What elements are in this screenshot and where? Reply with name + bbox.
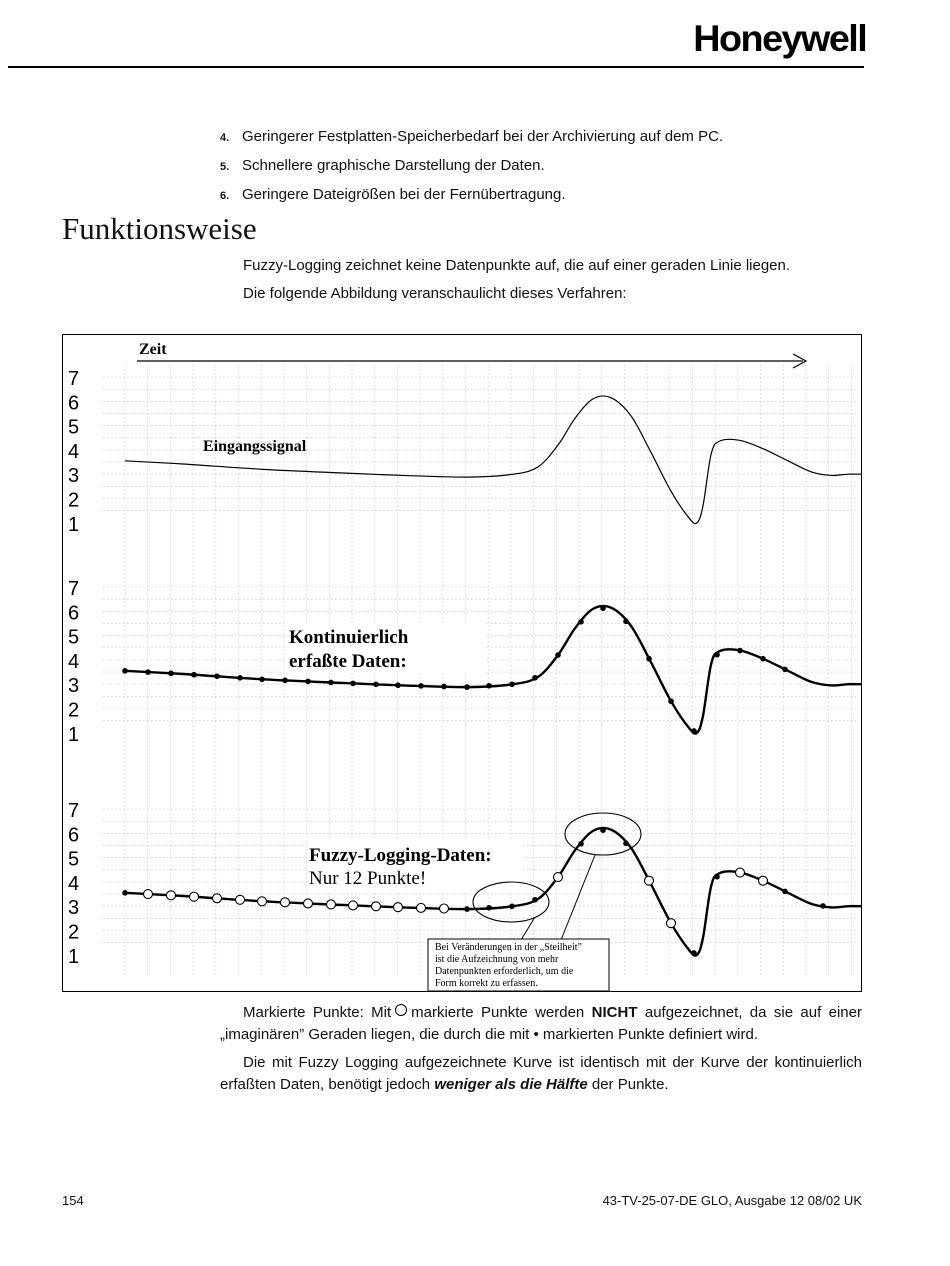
skipped-point bbox=[759, 876, 768, 885]
input-signal-curve bbox=[125, 396, 861, 524]
callout-ellipse-right bbox=[565, 813, 641, 855]
emphasis-text: weniger als die Hälfte bbox=[434, 1076, 588, 1093]
data-point bbox=[760, 656, 766, 662]
y-tick-label: 1 bbox=[68, 513, 80, 536]
data-point bbox=[646, 656, 652, 662]
skipped-point bbox=[417, 903, 426, 912]
y-tick-label: 4 bbox=[68, 650, 80, 673]
list-number: 6. bbox=[220, 190, 230, 202]
data-point bbox=[282, 678, 288, 684]
explanation-paragraph-2 bbox=[220, 1052, 862, 1096]
y-tick-label: 1 bbox=[68, 945, 80, 968]
data-point bbox=[328, 680, 334, 686]
continuous-data-curve bbox=[125, 606, 861, 734]
fuzzy-label-line-2: Nur 12 Punkte! bbox=[309, 868, 427, 889]
y-tick-label: 7 bbox=[68, 368, 80, 390]
y-tick-label: 4 bbox=[68, 872, 80, 895]
y-tick-label: 5 bbox=[68, 848, 80, 871]
skipped-point bbox=[258, 897, 267, 906]
skipped-point bbox=[190, 892, 199, 901]
document-reference: 43-TV-25-07-DE GLO, Ausgabe 12 08/02 UK bbox=[602, 1193, 862, 1208]
skipped-point bbox=[327, 900, 336, 909]
recorded-point bbox=[532, 897, 538, 903]
data-point bbox=[578, 619, 584, 625]
explanation bbox=[220, 1002, 862, 1096]
data-point bbox=[259, 676, 265, 682]
skipped-point bbox=[554, 873, 563, 882]
data-point bbox=[237, 675, 243, 681]
skipped-point bbox=[736, 868, 745, 877]
data-point bbox=[691, 728, 697, 734]
continuous-label-line-1: Kontinuierlich bbox=[289, 627, 409, 648]
intro-paragraph-1: Fuzzy-Logging zeichnet keine Datenpunkte auf, die auf einer geraden Linie liegen. bbox=[243, 257, 791, 274]
header-rule bbox=[8, 66, 864, 68]
recorded-point bbox=[714, 874, 720, 880]
callout-line-2: ist die Aufzeichnung von mehr bbox=[435, 954, 559, 965]
recorded-point bbox=[691, 950, 697, 956]
callout-line-1: Bei Veränderungen in der „Steilheit” bbox=[435, 942, 582, 953]
skipped-point bbox=[440, 904, 449, 913]
callout-pointer-right bbox=[561, 855, 595, 940]
section-title: Funktionsweise bbox=[62, 211, 257, 246]
skipped-point bbox=[167, 891, 176, 900]
y-tick-label: 2 bbox=[68, 699, 80, 722]
callout-line-4: Form korrekt zu erfassen. bbox=[435, 978, 538, 989]
y-tick-label: 6 bbox=[68, 392, 80, 415]
y-tick-label: 3 bbox=[68, 465, 80, 488]
list-item bbox=[220, 128, 723, 157]
y-tick-label: 1 bbox=[68, 723, 80, 746]
text-run: der Punkte. bbox=[591, 1076, 669, 1093]
y-tick-label: 7 bbox=[68, 800, 80, 822]
skipped-point bbox=[349, 901, 358, 910]
recorded-point bbox=[509, 903, 515, 909]
advantages-list bbox=[220, 128, 723, 215]
data-point bbox=[486, 683, 492, 689]
text-run: markierte Punkte werden bbox=[411, 1004, 585, 1021]
figure-canvas bbox=[63, 335, 861, 991]
y-tick-label: 5 bbox=[68, 626, 80, 649]
emphasis-text: NICHT bbox=[591, 1004, 638, 1021]
callout-line-3: Datenpunkten erforderlich, um die bbox=[435, 966, 574, 977]
data-point bbox=[373, 682, 379, 688]
skipped-point bbox=[394, 903, 403, 912]
intro-paragraph-2: Die folgende Abbildung veranschaulicht dieses Verfahren: bbox=[243, 285, 627, 302]
open-circle-icon bbox=[395, 1004, 407, 1016]
recorded-point bbox=[122, 890, 128, 896]
y-tick-label: 3 bbox=[68, 897, 80, 920]
list-number: 5. bbox=[220, 161, 230, 173]
data-point bbox=[395, 682, 401, 688]
data-point bbox=[509, 681, 515, 687]
y-tick-label: 5 bbox=[68, 416, 80, 439]
y-axes bbox=[68, 368, 79, 968]
skipped-point bbox=[645, 876, 654, 885]
skipped-point bbox=[281, 898, 290, 907]
fuzzy-logging-figure bbox=[62, 334, 862, 992]
data-point bbox=[191, 672, 197, 678]
text-run: aufgezeichnet, da sie auf einer „imaginären” Geraden liegen, die durch die mit • markierten Punkte definiert wird. bbox=[220, 1004, 862, 1043]
time-label: Zeit bbox=[139, 341, 167, 358]
data-point bbox=[122, 668, 128, 674]
y-tick-label: 4 bbox=[68, 440, 80, 463]
recorded-point bbox=[486, 905, 492, 911]
data-point bbox=[782, 667, 788, 673]
text-run: Die mit Fuzzy Logging aufgezeichnete Kurve ist identisch mit der Kurve der kontinuierlich erfaßten Daten, benötigt jedoch bbox=[220, 1054, 862, 1093]
list-item bbox=[220, 157, 723, 186]
y-tick-label: 7 bbox=[68, 578, 80, 600]
skipped-point bbox=[667, 919, 676, 928]
skipped-point bbox=[372, 902, 381, 911]
list-text: Geringerer Festplatten-Speicherbedarf bei der Archivierung auf dem PC. bbox=[242, 128, 724, 145]
recorded-point bbox=[623, 841, 629, 847]
y-tick-label: 2 bbox=[68, 921, 80, 944]
y-tick-label: 3 bbox=[68, 675, 80, 698]
data-point bbox=[714, 652, 720, 658]
data-point bbox=[737, 648, 743, 654]
recorded-point bbox=[578, 841, 584, 847]
data-point bbox=[532, 675, 538, 681]
list-number: 4. bbox=[220, 132, 230, 144]
data-point bbox=[418, 683, 424, 689]
data-point bbox=[350, 681, 356, 687]
recorded-point bbox=[464, 906, 470, 912]
explanation-paragraph-1 bbox=[220, 1002, 862, 1046]
data-point bbox=[441, 684, 447, 690]
skipped-point bbox=[236, 895, 245, 904]
data-point bbox=[305, 679, 311, 685]
skipped-point bbox=[304, 899, 313, 908]
data-point bbox=[600, 605, 606, 611]
input-signal-label: Eingangssignal bbox=[203, 438, 307, 455]
honeywell-logo: Honeywell bbox=[692, 18, 866, 59]
data-point bbox=[145, 669, 151, 675]
continuous-label-line-2: erfaßte Daten: bbox=[289, 651, 407, 672]
list-item bbox=[220, 186, 723, 215]
y-tick-label: 2 bbox=[68, 489, 80, 512]
text-run: Markierte Punkte: Mit bbox=[243, 1004, 392, 1021]
data-point bbox=[555, 652, 561, 658]
data-point bbox=[214, 673, 220, 679]
recorded-point bbox=[600, 827, 606, 833]
list-text: Geringere Dateigrößen bei der Fernübertragung. bbox=[242, 186, 566, 203]
recorded-point bbox=[782, 889, 788, 895]
skipped-point bbox=[213, 894, 222, 903]
fuzzy-label-line-1: Fuzzy-Logging-Daten: bbox=[309, 845, 492, 866]
skipped-point bbox=[144, 890, 153, 899]
y-tick-label: 6 bbox=[68, 602, 80, 625]
data-point bbox=[668, 698, 674, 704]
y-tick-label: 6 bbox=[68, 824, 80, 847]
page-number: 154 bbox=[62, 1193, 84, 1208]
data-point bbox=[623, 619, 629, 625]
data-point bbox=[464, 684, 470, 690]
recorded-point bbox=[820, 903, 826, 909]
data-point bbox=[168, 671, 174, 677]
list-text: Schnellere graphische Darstellung der Daten. bbox=[242, 157, 545, 174]
